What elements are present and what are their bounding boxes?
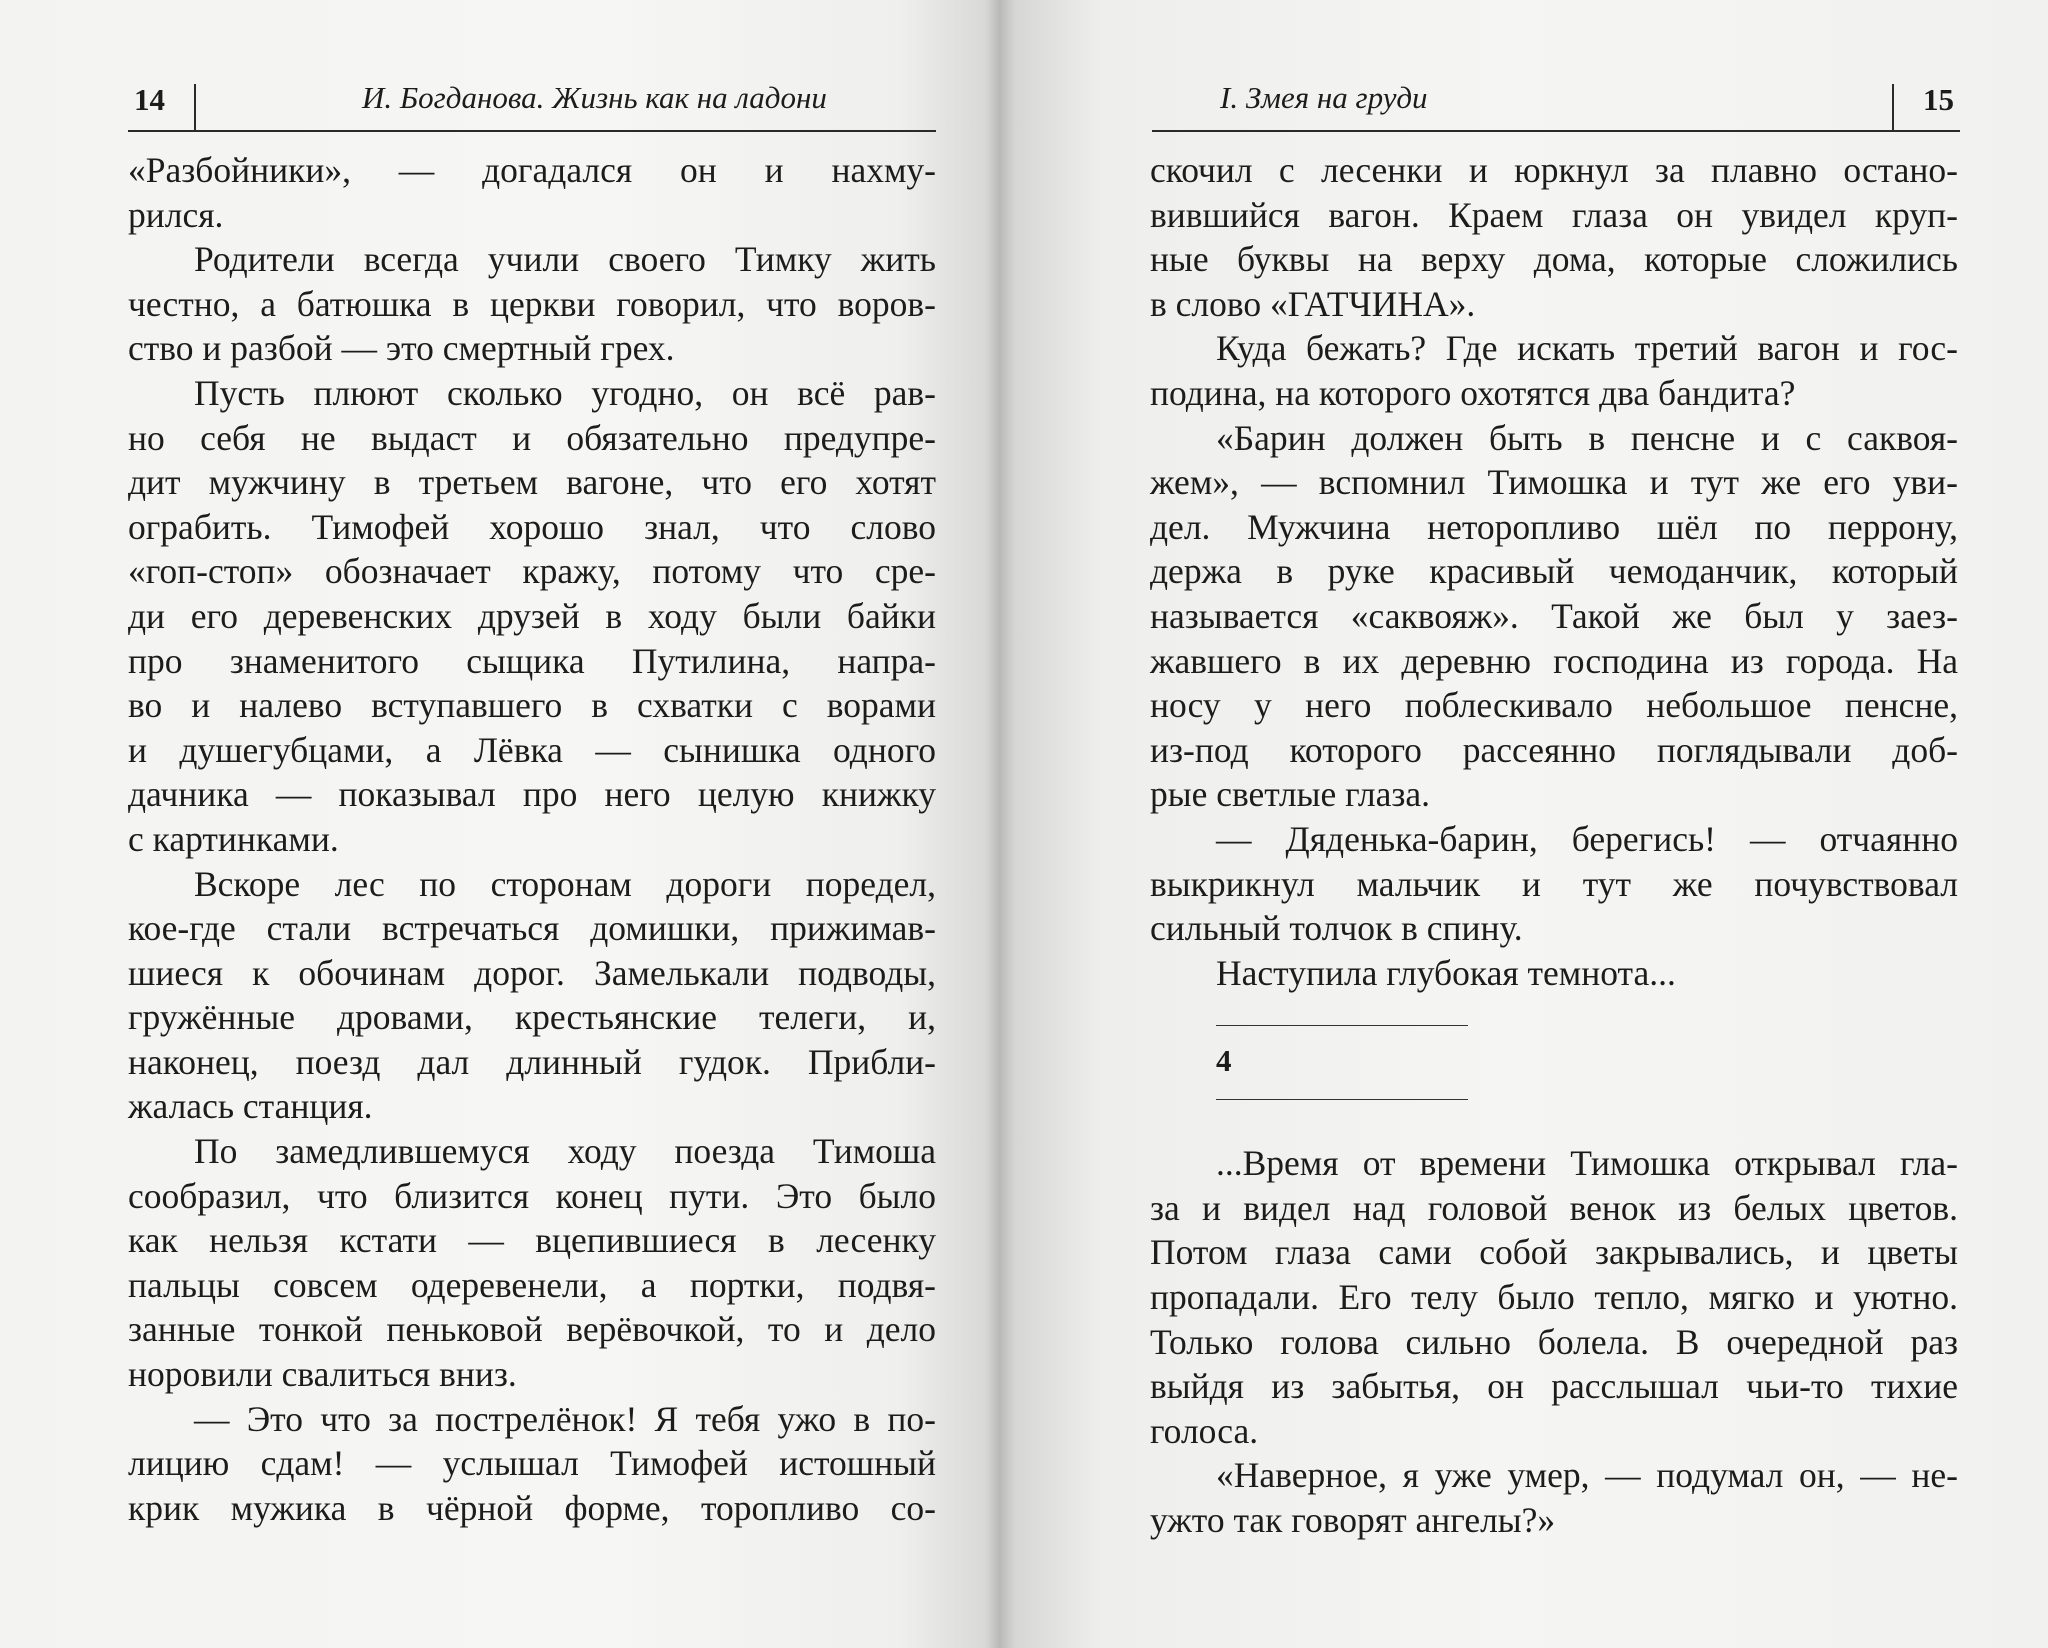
running-head-title: I. Змея на груди (1220, 80, 1428, 115)
paragraph (128, 371, 936, 862)
text-line: «гоп-стоп» обозначает кражу, потому что сре- (128, 551, 936, 592)
paragraph (128, 1129, 936, 1397)
text-line: «Разбойники», — догадался он и нахму- (128, 150, 936, 190)
text-line: пропадали. Его телу было тепло, мягко и уютно. (1150, 1277, 1958, 1318)
left-text-block (128, 148, 936, 1530)
text-line: голоса. (1150, 1410, 1259, 1451)
text-line: рые светлые глаза. (1150, 774, 1431, 815)
text-line: держа в руке красивый чемоданчик, который (1150, 551, 1958, 592)
text-line: норовили свалиться вниз. (128, 1354, 517, 1395)
section-number: 4 (1216, 1043, 1232, 1079)
text-line: Только голова сильно болела. В очередной раз (1150, 1321, 1958, 1362)
text-line: гружённые дровами, крестьянские телеги, и, (128, 997, 936, 1038)
text-line: с картинками. (128, 818, 339, 859)
text-line: крик мужика в чёрной форме, торопливо со- (128, 1487, 936, 1528)
paragraph (1150, 1141, 1958, 1453)
text-line: ужто так говорят ангелы?» (1150, 1500, 1556, 1541)
text-line: дачника — показывал про него целую книжку (128, 774, 936, 815)
text-line: — Это что за пострелёнок! Я тебя ужо в по- (194, 1398, 936, 1439)
text-line: жем», — вспомнил Тимошка и тут же его уви- (1150, 462, 1958, 503)
paragraph (128, 862, 936, 1130)
text-line: «Наверное, я уже умер, — подумал он, — не- (1216, 1455, 1958, 1496)
text-line: рился. (128, 194, 224, 235)
header-divider (1892, 84, 1894, 130)
text-line: По замедлившемуся ходу поезда Тимоша (194, 1131, 936, 1172)
text-line: лицию сдам! — услышал Тимофей истошный (128, 1443, 936, 1484)
text-line: пальцы совсем одеревенели, а портки, подвя- (128, 1264, 936, 1305)
text-line: про знаменитого сыщика Путилина, напра- (128, 640, 936, 681)
paragraph (1150, 148, 1958, 326)
text-line: подина, на которого охотятся два бандита? (1150, 372, 1796, 413)
text-line: Пусть плюют сколько угодно, он всё рав- (194, 372, 936, 413)
section-break (1150, 1009, 1958, 1113)
text-line: называется «саквояж». Такой же был у заез- (1150, 595, 1958, 636)
text-line: ...Время от времени Тимошка открывал гла- (1216, 1143, 1958, 1184)
paragraph (128, 1397, 936, 1531)
running-head-right (1152, 72, 1960, 132)
paragraph (1150, 1453, 1958, 1542)
text-line: дит мужчину в третьем вагоне, что его хотят (128, 462, 936, 503)
text-line: занные тонкой пеньковой верёвочкой, то и дело (128, 1309, 936, 1350)
text-line: ограбить. Тимофей хорошо знал, что слово (128, 506, 936, 547)
text-line: выйдя из забытья, он расслышал чьи-то тихие (1150, 1366, 1958, 1407)
text-line: сообразил, что близится конец пути. Это было (128, 1175, 936, 1216)
text-line: Вскоре лес по сторонам дороги поредел, (194, 863, 936, 904)
text-line: Родители всегда учили своего Тимку жить (194, 239, 936, 280)
text-line: скочил с лесенки и юркнул за плавно остано- (1150, 150, 1958, 190)
text-line: ные буквы на верху дома, которые сложились (1150, 239, 1958, 280)
text-line: но себя не выдаст и обязательно предупре- (128, 417, 936, 458)
header-divider (194, 84, 196, 130)
paragraph (1150, 817, 1958, 951)
text-line: честно, а батюшка в церкви говорил, что воров- (128, 283, 936, 324)
text-line: носу у него поблескивало небольшое пенсне, (1150, 685, 1958, 726)
paragraph (128, 237, 936, 371)
text-before-section (1150, 148, 1958, 995)
text-line: выкрикнул мальчик и тут же почувствовал (1150, 863, 1958, 904)
text-line: Наступила глубокая темнота... (1216, 952, 1676, 993)
text-line: как нельзя кстати — вцепившиеся в лесенку (128, 1220, 936, 1261)
text-line: вившийся вагон. Краем глаза он увидел круп- (1150, 194, 1958, 235)
running-head-left (128, 72, 936, 132)
text-line: Потом глаза сами собой закрывались, и цветы (1150, 1232, 1958, 1273)
text-line: дел. Мужчина неторопливо шёл по перрону, (1150, 506, 1958, 547)
paragraph (1150, 326, 1958, 415)
text-line: ди его деревенских друзей в ходу были байки (128, 595, 936, 636)
running-head-title: И. Богданова. Жизнь как на ладони (362, 80, 827, 115)
text-line: во и налево вступавшего в схватки с ворами (128, 685, 936, 726)
paragraph (128, 148, 936, 237)
text-line: ство и разбой — это смертный грех. (128, 328, 675, 369)
text-line: Куда бежать? Где искать третий вагон и гос- (1216, 328, 1958, 369)
page-number: 15 (1923, 82, 1954, 117)
text-line: и душегубцами, а Лёвка — сынишка одного (128, 729, 936, 770)
section-rule-bottom (1216, 1099, 1468, 1100)
page-number: 14 (134, 82, 165, 117)
left-page (0, 0, 1000, 1648)
text-line: кое-где стали встречаться домишки, прижимав- (128, 908, 936, 949)
right-page (1000, 0, 2048, 1648)
text-line: из-под которого рассеянно поглядывали доб- (1150, 729, 1958, 770)
text-line: в слово «ГАТЧИНА». (1150, 283, 1476, 324)
text-line: — Дяденька-барин, берегись! — отчаянно (1216, 818, 1958, 859)
text-line: сильный толчок в спину. (1150, 908, 1523, 949)
text-line: шиеся к обочинам дорог. Замелькали подводы, (128, 952, 936, 993)
paragraph (1150, 951, 1958, 996)
section-rule-top (1216, 1025, 1468, 1026)
paragraph (1150, 416, 1958, 817)
text-line: наконец, поезд дал длинный гудок. Прибли- (128, 1041, 936, 1082)
text-line: за и видел над головой венок из белых цветов. (1150, 1187, 1958, 1228)
text-line: жалась станция. (128, 1086, 373, 1127)
right-text-block (1150, 148, 1958, 1543)
text-line: «Барин должен быть в пенсне и с саквоя- (1216, 417, 1958, 458)
text-after-section (1150, 1141, 1958, 1542)
text-line: жавшего в их деревню господина из города. На (1150, 640, 1958, 681)
